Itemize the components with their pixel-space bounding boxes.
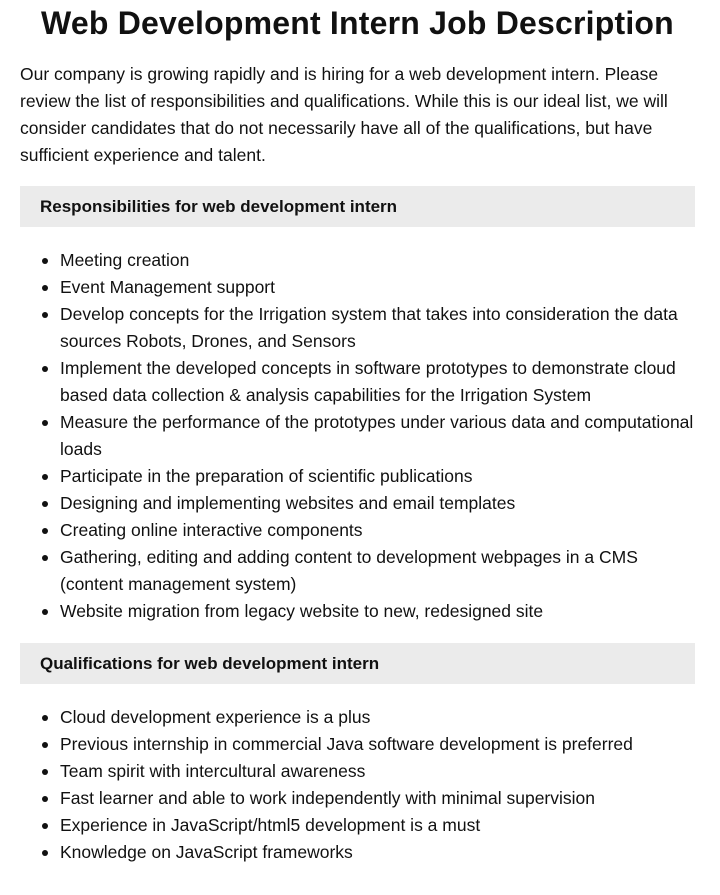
bullet-icon: [42, 850, 48, 856]
list-item: Previous internship in commercial Java software development is preferred: [20, 731, 695, 758]
bullet-icon: [42, 366, 48, 372]
list-item: Event Management support: [20, 274, 695, 301]
responsibilities-heading-label: Responsibilities for web development intern: [40, 196, 398, 216]
list-item: Implement the developed concepts in software prototypes to demonstrate cloud based data collection & analysis capabilities for the Irrigation System: [20, 355, 695, 409]
list-item: Website migration from legacy website to new, redesigned site: [20, 598, 695, 625]
bullet-icon: [42, 474, 48, 480]
list-item: Participate in the preparation of scientific publications: [20, 463, 695, 490]
list-item: Meeting creation: [20, 247, 695, 274]
list-item: Knowledge on JavaScript frameworks: [20, 839, 695, 866]
list-item: Gathering, editing and adding content to development webpages in a CMS (content management system): [20, 544, 695, 598]
list-item: Team spirit with intercultural awareness: [20, 758, 695, 785]
list-item: Experience in JavaScript/html5 development is a must: [20, 812, 695, 839]
bullet-icon: [42, 501, 48, 507]
bullet-icon: [42, 823, 48, 829]
bullet-icon: [42, 609, 48, 615]
bullet-icon: [42, 312, 48, 318]
page-title: Web Development Intern Job Description: [41, 5, 674, 41]
list-item: Fast learner and able to work independently with minimal supervision: [20, 785, 695, 812]
responsibilities-list: [20, 247, 695, 625]
bullet-icon: [42, 555, 48, 561]
responsibilities-heading: [20, 186, 695, 227]
bullet-icon: [42, 742, 48, 748]
list-item: Designing and implementing websites and email templates: [20, 490, 695, 517]
bullet-icon: [42, 528, 48, 534]
list-item: Cloud development experience is a plus: [20, 704, 695, 731]
list-item: Creating online interactive components: [20, 517, 695, 544]
bullet-icon: [42, 258, 48, 264]
qualifications-heading: [20, 643, 695, 684]
bullet-icon: [42, 796, 48, 802]
qualifications-heading-label: Qualifications for web development intern: [40, 653, 380, 673]
qualifications-list: [20, 704, 695, 866]
list-item: Develop concepts for the Irrigation system that takes into consideration the data sources Robots, Drones, and Sensors: [20, 301, 695, 355]
bullet-icon: [42, 420, 48, 426]
bullet-icon: [42, 285, 48, 291]
intro-paragraph: Our company is growing rapidly and is hiring for a web development intern. Please review the list of responsibilities and qualifications. While this is our ideal list, we will consider candidates that do not necessarily have all of the qualifications, but have sufficient experience and talent.: [20, 64, 668, 165]
bullet-icon: [42, 769, 48, 775]
bullet-icon: [42, 715, 48, 721]
list-item: Measure the performance of the prototypes under various data and computational loads: [20, 409, 695, 463]
